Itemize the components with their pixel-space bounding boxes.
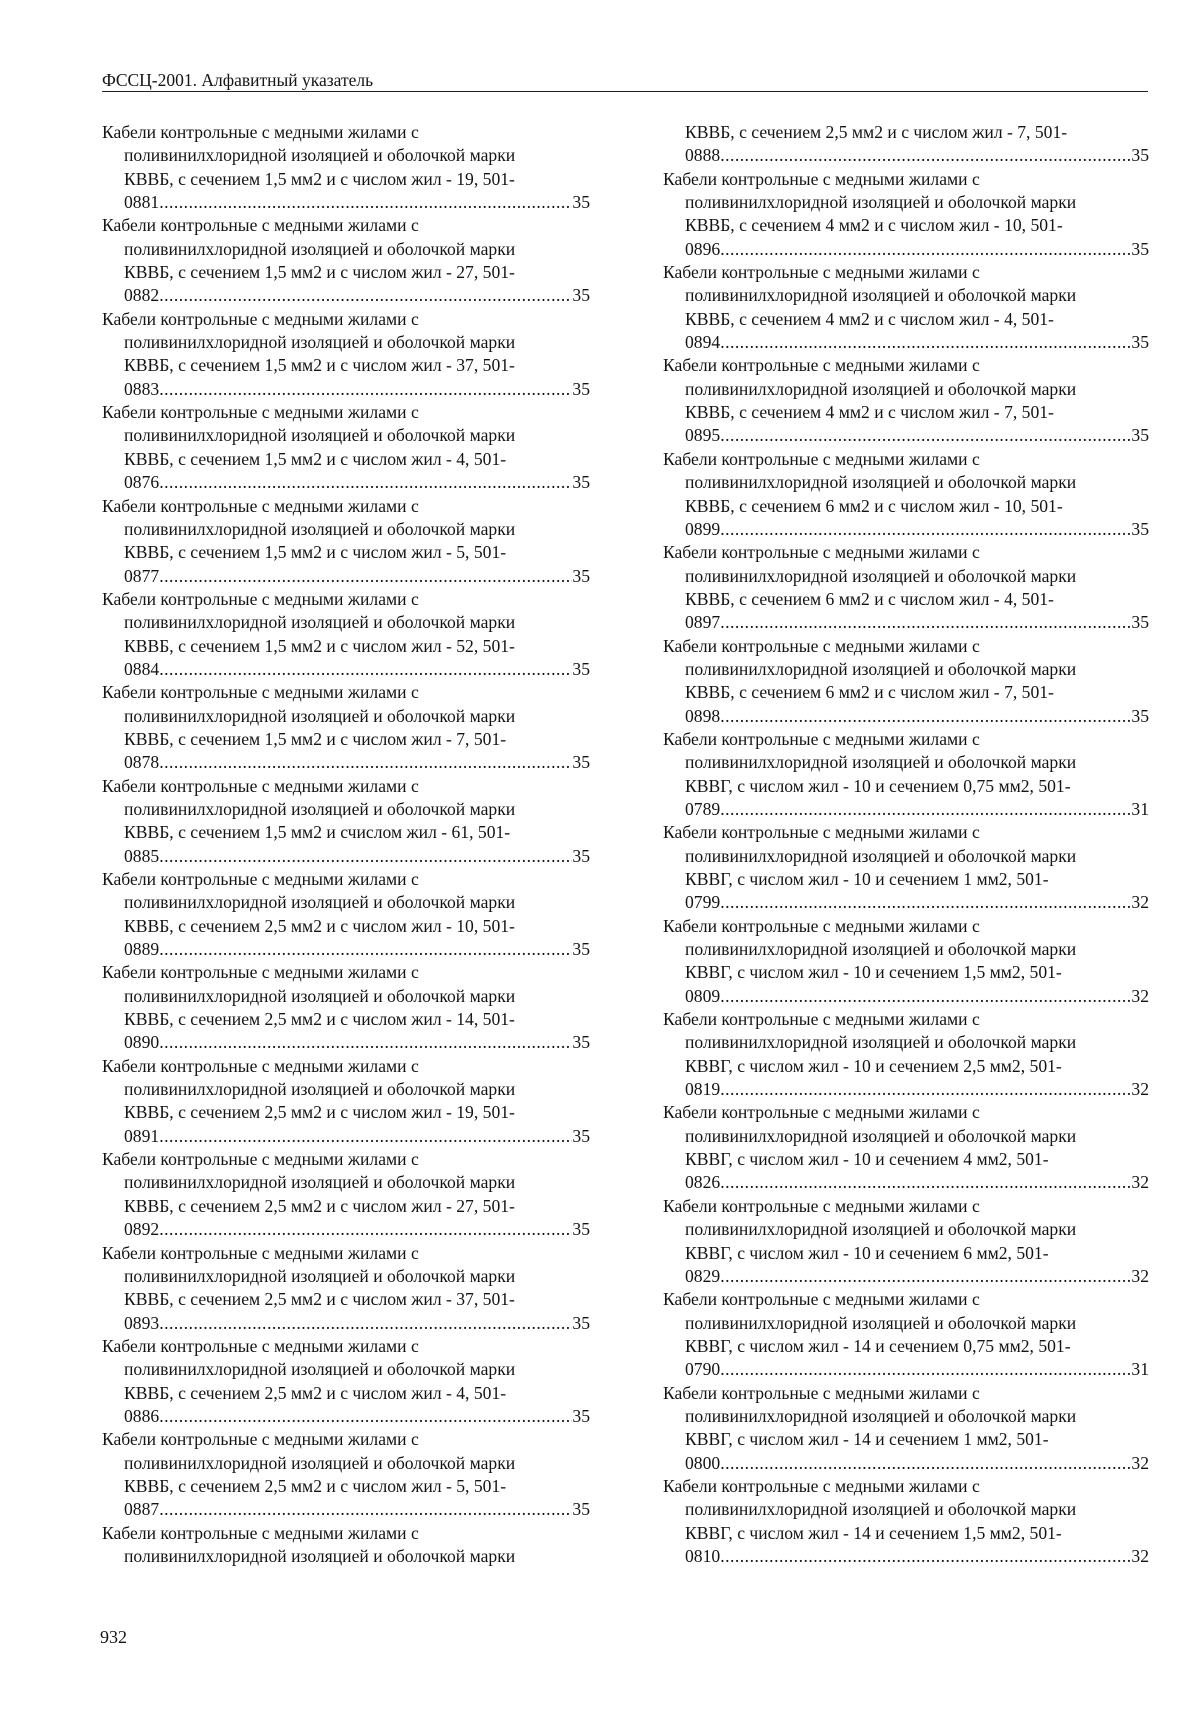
index-entry (102, 868, 590, 961)
entry-spec: КВВГ, с числом жил - 14 и сечением 0,75 мм2, 501- (685, 1335, 1071, 1356)
index-locator (102, 1312, 590, 1335)
entry-spec: КВВБ, с сечением 6 мм2 и с числом жил - 7, 501- (685, 682, 1054, 703)
index-locator (102, 471, 590, 494)
entry-spec: КВВБ, с сечением 1,5 мм2 и с числом жил - 37, 501- (124, 355, 515, 376)
index-entry (102, 308, 590, 401)
leader-dots (720, 705, 1131, 728)
index-locator (102, 1218, 590, 1241)
entry-heading: Кабели контрольные с медными жилами с (663, 1195, 980, 1216)
entry-code: 0890 (124, 1032, 160, 1053)
entry-page: 35 (572, 378, 590, 399)
entry-code: 0894 (685, 332, 721, 353)
entry-subheading: поливинилхлоридной изоляцией и оболочкой марки (124, 1172, 516, 1193)
index-entry (102, 681, 590, 774)
entry-subheading: поливинилхлоридной изоляцией и оболочкой марки (685, 1219, 1077, 1240)
entry-heading: Кабели контрольные с медными жилами с (663, 822, 980, 843)
entry-code: 0789 (685, 798, 721, 819)
entry-code: 0877 (124, 565, 160, 586)
leader-dots (720, 1265, 1131, 1288)
entry-heading: Кабели контрольные с медными жилами с (102, 1242, 419, 1263)
entry-page: 35 (572, 1499, 590, 1520)
entry-heading: Кабели контрольные с медными жилами с (102, 1055, 419, 1076)
entry-page: 35 (572, 1125, 590, 1146)
entry-code: 0882 (124, 285, 160, 306)
entry-spec: КВВГ, с числом жил - 10 и сечением 0,75 мм2, 501- (685, 775, 1071, 796)
entry-heading: Кабели контрольные с медными жилами с (663, 1009, 980, 1030)
index-locator (663, 1078, 1149, 1101)
entry-code: 0898 (685, 705, 721, 726)
entry-code: 0829 (685, 1265, 721, 1286)
index-locator (663, 424, 1149, 447)
leader-dots (159, 1405, 572, 1428)
index-entry (663, 821, 1149, 914)
entry-page: 35 (572, 939, 590, 960)
entry-heading: Кабели контрольные с медными жилами с (102, 1429, 419, 1450)
leader-dots (159, 471, 572, 494)
entry-heading: Кабели контрольные с медными жилами с (663, 542, 980, 563)
entry-heading: Кабели контрольные с медными жилами с (102, 1335, 419, 1356)
entry-spec: КВВГ, с числом жил - 10 и сечением 6 мм2, 501- (685, 1242, 1049, 1263)
entry-page: 31 (1131, 798, 1149, 819)
index-locator (102, 284, 590, 307)
entry-subheading: поливинилхлоридной изоляцией и оболочкой марки (124, 518, 516, 539)
entry-page: 35 (1131, 425, 1149, 446)
entry-page: 35 (1131, 612, 1149, 633)
entry-code: 0884 (124, 658, 160, 679)
index-entry (663, 1101, 1149, 1194)
leader-dots (720, 1078, 1131, 1101)
entry-heading: Кабели контрольные с медными жилами с (663, 1475, 980, 1496)
entry-spec: КВВБ, с сечением 2,5 мм2 и с числом жил - 5, 501- (124, 1475, 507, 1496)
entry-heading: Кабели контрольные с медными жилами с (663, 168, 980, 189)
entry-page: 35 (572, 752, 590, 773)
entry-code: 0790 (685, 1359, 721, 1380)
entry-page: 32 (1131, 1172, 1149, 1193)
entry-heading: Кабели контрольные с медными жилами с (102, 495, 419, 516)
left-column (102, 121, 590, 1568)
entry-page: 35 (572, 658, 590, 679)
entry-subheading: поливинилхлоридной изоляцией и оболочкой марки (124, 705, 516, 726)
entry-spec: КВВБ, с сечением 2,5 мм2 и с числом жил - 7, 501- (685, 122, 1068, 142)
entry-spec: КВВБ, с сечением 1,5 мм2 и с числом жил - 19, 501- (124, 168, 515, 189)
leader-dots (159, 378, 572, 401)
index-locator (102, 1405, 590, 1428)
entry-heading: Кабели контрольные с медными жилами с (102, 402, 419, 423)
entry-subheading: поливинилхлоридной изоляцией и оболочкой марки (124, 1452, 516, 1473)
entry-subheading: поливинилхлоридной изоляцией и оболочкой марки (124, 985, 516, 1006)
entry-page: 35 (572, 845, 590, 866)
leader-dots (159, 938, 572, 961)
entry-page: 32 (1131, 1079, 1149, 1100)
running-header: ФССЦ-2001. Алфавитный указатель (102, 70, 1148, 92)
leader-dots (720, 611, 1131, 634)
index-locator (663, 518, 1149, 541)
index-entry (663, 1288, 1149, 1381)
entry-code: 0810 (685, 1545, 721, 1566)
leader-dots (720, 1452, 1131, 1475)
entry-heading: Кабели контрольные с медными жилами с (663, 1382, 980, 1403)
entry-subheading: поливинилхлоридной изоляцией и оболочкой марки (124, 238, 516, 259)
leader-dots (159, 565, 572, 588)
leader-dots (720, 144, 1131, 167)
entry-spec: КВВГ, с числом жил - 10 и сечением 2,5 мм2, 501- (685, 1055, 1062, 1076)
entry-heading: Кабели контрольные с медными жилами с (663, 448, 980, 469)
index-entry (102, 495, 590, 588)
entry-page: 35 (572, 1312, 590, 1333)
index-entry (663, 728, 1149, 821)
leader-dots (159, 284, 572, 307)
entry-page: 31 (1131, 1359, 1149, 1380)
entry-heading: Кабели контрольные с медными жилами с (663, 262, 980, 283)
entry-heading: Кабели контрольные с медными жилами с (102, 869, 419, 889)
entry-code: 0826 (685, 1172, 721, 1193)
entry-subheading: поливинилхлоридной изоляцией и оболочкой марки (685, 752, 1077, 773)
index-entry (663, 168, 1149, 261)
leader-dots (159, 1031, 572, 1054)
index-entry (663, 915, 1149, 1008)
entry-heading: Кабели контрольные с медными жилами с (663, 728, 980, 749)
index-entry (102, 214, 590, 307)
index-entry (663, 354, 1149, 447)
entry-code: 0819 (685, 1079, 721, 1100)
index-entry (663, 1382, 1149, 1475)
index-locator (663, 985, 1149, 1008)
leader-dots (720, 518, 1131, 541)
entry-page: 32 (1131, 985, 1149, 1006)
entry-code: 0799 (685, 892, 721, 913)
index-entry-continued (102, 1522, 590, 1569)
leader-dots (159, 1125, 572, 1148)
entry-spec: КВВБ, с сечением 2,5 мм2 и с числом жил - 27, 501- (124, 1195, 515, 1216)
entry-subheading: поливинилхлоридной изоляцией и оболочкой марки (124, 798, 516, 819)
entry-subheading: поливинилхлоридной изоляцией и оболочкой марки (685, 565, 1077, 586)
index-locator (102, 1125, 590, 1148)
entry-code: 0899 (685, 518, 721, 539)
index-entry (663, 541, 1149, 634)
entry-page: 35 (572, 1219, 590, 1240)
entry-page: 35 (572, 285, 590, 306)
entry-code: 0892 (124, 1219, 160, 1240)
leader-dots (720, 985, 1131, 1008)
entry-code: 0878 (124, 752, 160, 773)
entry-code: 0883 (124, 378, 160, 399)
entry-page: 35 (572, 472, 590, 493)
entry-subheading: поливинилхлоридной изоляцией и оболочкой марки (124, 425, 516, 446)
entry-code: 0891 (124, 1125, 160, 1146)
entry-code: 0886 (124, 1405, 160, 1426)
index-locator (663, 1358, 1149, 1381)
entry-spec: КВВГ, с числом жил - 14 и сечением 1 мм2, 501- (685, 1429, 1049, 1450)
entry-subheading: поливинилхлоридной изоляцией и оболочкой марки (124, 145, 516, 166)
index-locator (102, 938, 590, 961)
index-entry (102, 1242, 590, 1335)
index-locator (663, 1545, 1149, 1568)
entry-page: 32 (1131, 1265, 1149, 1286)
entry-subheading: поливинилхлоридной изоляцией и оболочкой марки (685, 1312, 1077, 1333)
entry-page: 35 (1131, 332, 1149, 353)
index-entry-continuation (663, 121, 1149, 168)
index-entry (102, 588, 590, 681)
entry-spec: КВВБ, с сечением 1,5 мм2 и с числом жил - 27, 501- (124, 262, 515, 283)
entry-subheading: поливинилхлоридной изоляцией и оболочкой марки (685, 1499, 1077, 1520)
entry-heading: Кабели контрольные с медными жилами с (102, 1522, 419, 1543)
entry-page: 35 (572, 1405, 590, 1426)
leader-dots (720, 1358, 1131, 1381)
entry-code: 0893 (124, 1312, 160, 1333)
entry-code: 0885 (124, 845, 160, 866)
entry-subheading: поливинилхлоридной изоляцией и оболочкой марки (124, 1359, 516, 1380)
leader-dots (159, 1498, 572, 1521)
index-entry (102, 1335, 590, 1428)
index-locator (102, 845, 590, 868)
leader-dots (159, 658, 572, 681)
leader-dots (720, 891, 1131, 914)
entry-spec: КВВБ, с сечением 1,5 мм2 и с числом жил - 52, 501- (124, 635, 515, 656)
entry-subheading: поливинилхлоридной изоляцией и оболочкой марки (685, 845, 1077, 866)
leader-dots (720, 331, 1131, 354)
entry-heading: Кабели контрольные с медными жилами с (663, 355, 980, 376)
entry-subheading: поливинилхлоридной изоляцией и оболочкой марки (124, 1265, 516, 1286)
entry-spec: КВВБ, с сечением 1,5 мм2 и с числом жил - 4, 501- (124, 448, 507, 469)
entry-spec: КВВГ, с числом жил - 10 и сечением 4 мм2, 501- (685, 1149, 1049, 1170)
index-locator (663, 238, 1149, 261)
entry-spec: КВВГ, с числом жил - 10 и сечением 1 мм2, 501- (685, 869, 1049, 889)
index-locator (663, 144, 1149, 167)
index-locator (663, 798, 1149, 821)
entry-code: 0897 (685, 612, 721, 633)
leader-dots (720, 1171, 1131, 1194)
entry-spec: КВВБ, с сечением 4 мм2 и с числом жил - 10, 501- (685, 215, 1063, 236)
index-entry (102, 1148, 590, 1241)
entry-spec: КВВБ, с сечением 4 мм2 и с числом жил - 4, 501- (685, 308, 1054, 329)
entry-code: 0800 (685, 1452, 721, 1473)
entry-heading: Кабели контрольные с медными жилами с (663, 1289, 980, 1310)
entry-spec: КВВБ, с сечением 4 мм2 и с числом жил - 7, 501- (685, 402, 1054, 423)
entry-subheading: поливинилхлоридной изоляцией и оболочкой марки (124, 892, 516, 913)
page-number: 932 (100, 1627, 127, 1647)
entry-subheading: поливинилхлоридной изоляцией и оболочкой марки (685, 192, 1077, 213)
index-locator (663, 331, 1149, 354)
entry-subheading: поливинилхлоридной изоляцией и оболочкой марки (685, 1405, 1077, 1426)
entry-page: 32 (1131, 1452, 1149, 1473)
entry-subheading: поливинилхлоридной изоляцией и оболочкой марки (124, 612, 516, 633)
entry-subheading: поливинилхлоридной изоляцией и оболочкой марки (685, 1125, 1077, 1146)
index-entry (663, 635, 1149, 728)
entry-subheading: поливинилхлоридной изоляцией и оболочкой марки (685, 472, 1077, 493)
entry-code: 0896 (685, 238, 721, 259)
entry-heading: Кабели контрольные с медными жилами с (102, 308, 419, 329)
entry-page: 35 (1131, 705, 1149, 726)
entry-code: 0888 (685, 145, 721, 166)
index-entry (102, 1428, 590, 1521)
entry-page: 32 (1131, 892, 1149, 913)
index-locator (102, 565, 590, 588)
index-locator (102, 658, 590, 681)
entry-subheading: поливинилхлоридной изоляцией и оболочкой марки (685, 658, 1077, 679)
entry-subheading: поливинилхлоридной изоляцией и оболочкой марки (124, 1545, 516, 1566)
entry-heading: Кабели контрольные с медными жилами с (102, 215, 419, 236)
entry-page: 35 (1131, 145, 1149, 166)
entry-page: 35 (572, 192, 590, 213)
entry-spec: КВВБ, с сечением 1,5 мм2 и с числом жил - 5, 501- (124, 542, 507, 563)
entry-spec: КВВБ, с сечением 6 мм2 и с числом жил - 4, 501- (685, 588, 1054, 609)
entry-spec: КВВБ, с сечением 2,5 мм2 и с числом жил - 19, 501- (124, 1102, 515, 1123)
index-locator (663, 1452, 1149, 1475)
index-locator (102, 751, 590, 774)
index-entry (102, 1055, 590, 1148)
index-entry (663, 448, 1149, 541)
index-locator (663, 705, 1149, 728)
entry-heading: Кабели контрольные с медными жилами с (663, 1102, 980, 1123)
index-locator (663, 1171, 1149, 1194)
entry-heading: Кабели контрольные с медными жилами с (663, 915, 980, 936)
entry-code: 0889 (124, 939, 160, 960)
leader-dots (159, 1312, 572, 1335)
entry-heading: Кабели контрольные с медными жилами с (102, 122, 419, 142)
entry-code: 0895 (685, 425, 721, 446)
entry-page: 35 (572, 1032, 590, 1053)
index-locator (102, 378, 590, 401)
entry-subheading: поливинилхлоридной изоляцией и оболочкой марки (685, 285, 1077, 306)
index-entry (663, 1008, 1149, 1101)
leader-dots (159, 751, 572, 774)
entry-heading: Кабели контрольные с медными жилами с (102, 775, 419, 796)
index-entry (663, 261, 1149, 354)
index-entry (102, 121, 590, 214)
index-locator (102, 1498, 590, 1521)
index-locator (663, 1265, 1149, 1288)
leader-dots (159, 1218, 572, 1241)
entry-spec: КВВБ, с сечением 2,5 мм2 и с числом жил - 10, 501- (124, 915, 515, 936)
entry-spec: КВВБ, с сечением 1,5 мм2 и с числом жил - 7, 501- (124, 728, 507, 749)
entry-subheading: поливинилхлоридной изоляцией и оболочкой марки (685, 1032, 1077, 1053)
entry-spec: КВВБ, с сечением 6 мм2 и с числом жил - 10, 501- (685, 495, 1063, 516)
entry-heading: Кабели контрольные с медными жилами с (663, 635, 980, 656)
entry-page: 32 (1131, 1545, 1149, 1566)
entry-spec: КВВБ, с сечением 2,5 мм2 и с числом жил - 4, 501- (124, 1382, 507, 1403)
index-locator (663, 891, 1149, 914)
entry-spec: КВВГ, с числом жил - 10 и сечением 1,5 мм2, 501- (685, 962, 1062, 983)
leader-dots (159, 191, 572, 214)
entry-spec: КВВБ, с сечением 1,5 мм2 и счислом жил - 61, 501- (124, 822, 511, 843)
index-locator (102, 191, 590, 214)
leader-dots (720, 424, 1131, 447)
leader-dots (159, 845, 572, 868)
entry-page: 35 (1131, 238, 1149, 259)
index-entry (663, 1475, 1149, 1568)
entry-spec: КВВБ, с сечением 2,5 мм2 и с числом жил - 37, 501- (124, 1289, 515, 1310)
entry-subheading: поливинилхлоридной изоляцией и оболочкой марки (124, 1079, 516, 1100)
index-entry (102, 961, 590, 1054)
right-column (663, 121, 1149, 1568)
entry-spec: КВВГ, с числом жил - 14 и сечением 1,5 мм2, 501- (685, 1522, 1062, 1543)
entry-heading: Кабели контрольные с медными жилами с (102, 1149, 419, 1170)
entry-code: 0887 (124, 1499, 160, 1520)
entry-code: 0881 (124, 192, 160, 213)
entry-code: 0809 (685, 985, 721, 1006)
index-entry (102, 401, 590, 494)
leader-dots (720, 238, 1131, 261)
entry-heading: Кабели контрольные с медными жилами с (102, 962, 419, 983)
index-entry (102, 775, 590, 868)
entry-page: 35 (572, 565, 590, 586)
entry-page: 35 (1131, 518, 1149, 539)
entry-code: 0876 (124, 472, 160, 493)
entry-subheading: поливинилхлоридной изоляцией и оболочкой марки (124, 332, 516, 353)
entry-heading: Кабели контрольные с медными жилами с (102, 588, 419, 609)
leader-dots (720, 798, 1131, 821)
index-locator (102, 1031, 590, 1054)
entry-subheading: поливинилхлоридной изоляцией и оболочкой марки (685, 378, 1077, 399)
leader-dots (720, 1545, 1131, 1568)
entry-subheading: поливинилхлоридной изоляцией и оболочкой марки (685, 939, 1077, 960)
entry-heading: Кабели контрольные с медными жилами с (102, 682, 419, 703)
index-locator (663, 611, 1149, 634)
entry-spec: КВВБ, с сечением 2,5 мм2 и с числом жил - 14, 501- (124, 1009, 515, 1030)
index-entry (663, 1195, 1149, 1288)
